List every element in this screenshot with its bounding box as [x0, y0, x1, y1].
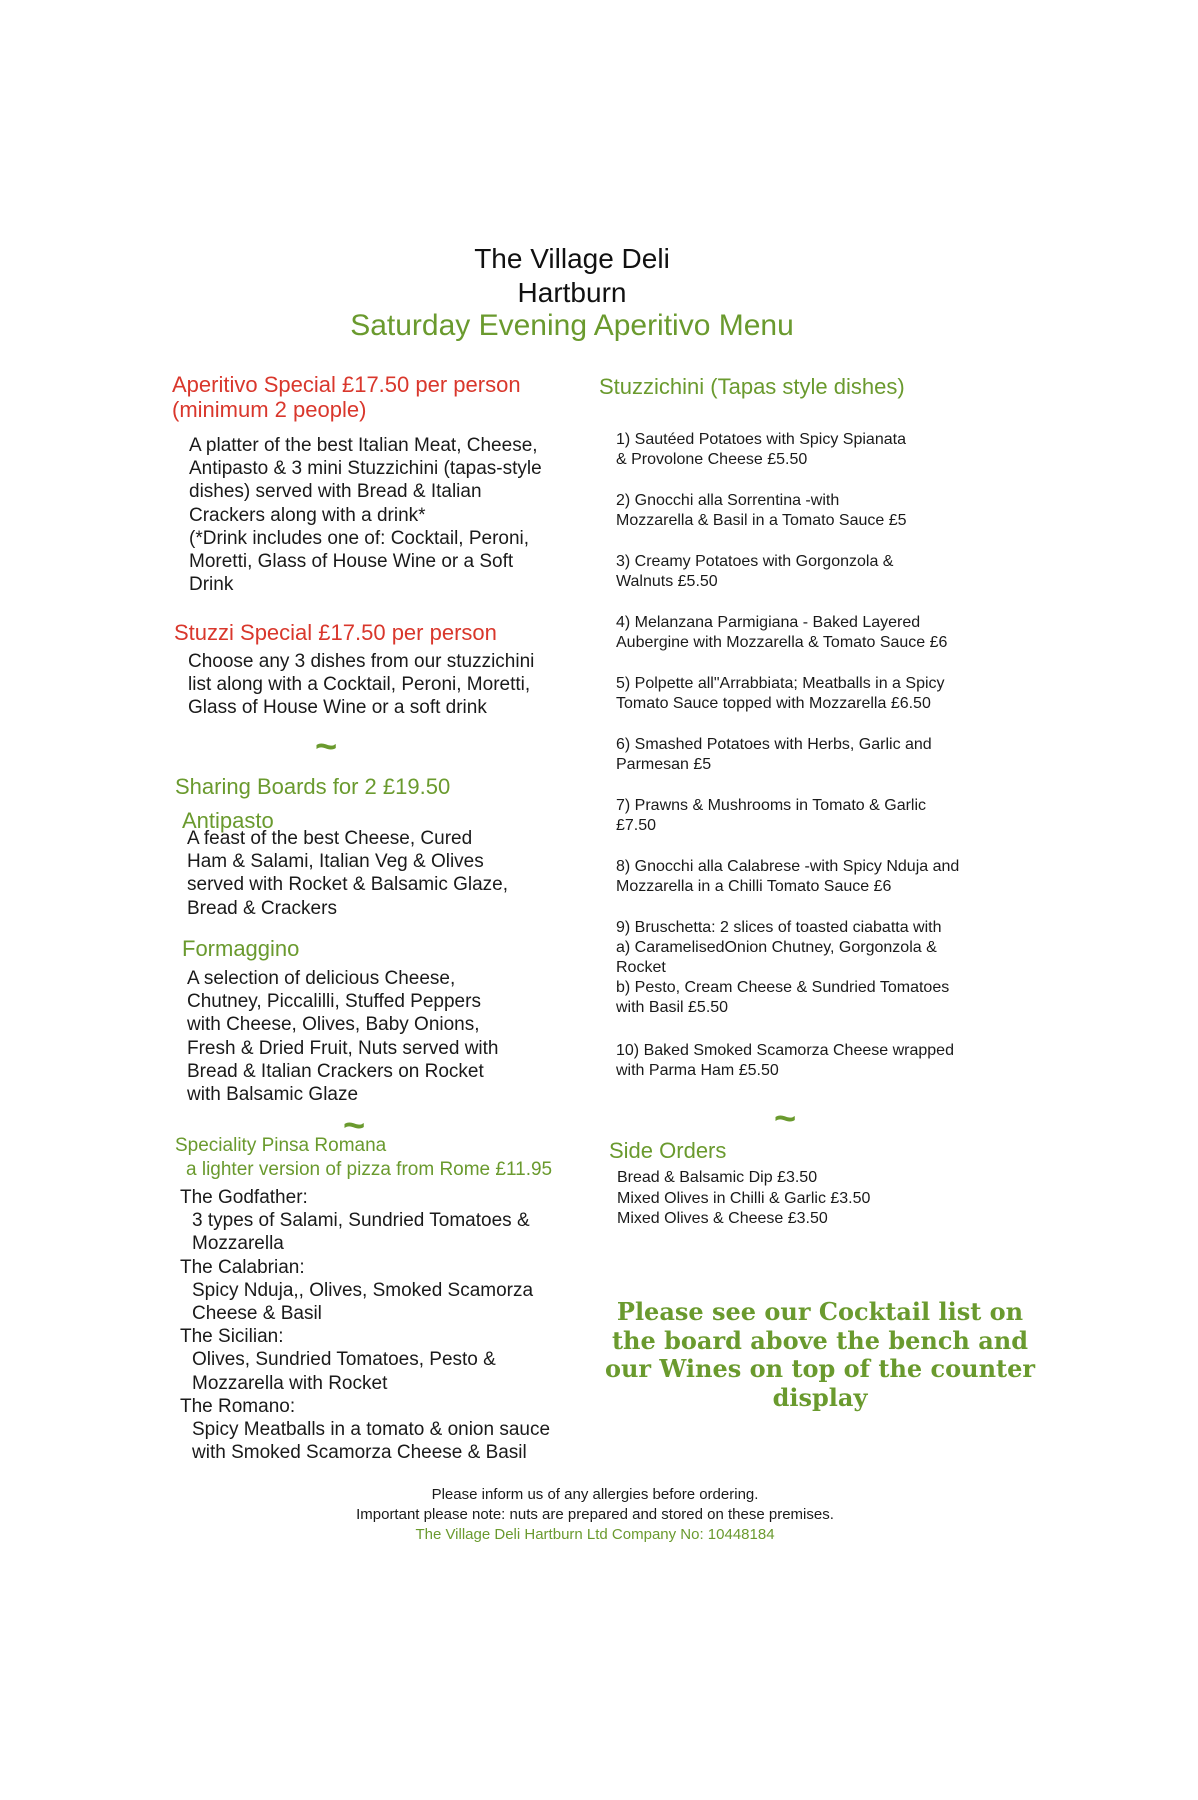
side-orders-heading: Side Orders: [609, 1138, 727, 1163]
stuzzichini-heading: Stuzzichini (Tapas style dishes): [599, 374, 905, 399]
pinsa-item-desc: 3 types of Salami, Sundried Tomatoes & Mozzarella: [192, 1210, 530, 1255]
stuzzichini-item: 4) Melanzana Parmigiana - Baked Layered Aubergine with Mozzarella & Tomato Sauce £6: [616, 614, 948, 651]
stuzzichini-item: 5) Polpette all"Arrabbiata; Meatballs in a Spicy Tomato Sauce topped with Mozzarella £6.50: [616, 675, 945, 712]
sharing-boards-heading: Sharing Boards for 2 £19.50: [175, 774, 451, 799]
stuzzichini-item: 8) Gnocchi alla Calabrese -with Spicy Nduja and Mozzarella in a Chilli Tomato Sauce £6: [616, 858, 960, 895]
pinsa-item-name: The Romano:: [180, 1395, 296, 1417]
menu-title-line1: The Village Deli: [474, 243, 670, 274]
divider-tilde: ~: [774, 1098, 797, 1140]
pinsa-subheading: a lighter version of pizza from Rome £11.95: [186, 1159, 553, 1180]
pinsa-item: [180, 1256, 600, 1326]
formaggino-description: A selection of delicious Cheese, Chutney, Piccalilli, Stuffed Peppers with Cheese, Olives, Baby Onions, Fresh & Dried Fruit, Nuts served with Bread & Italian Crackers on Rocket with Balsamic Glaze: [187, 968, 499, 1106]
stuzzi-heading: Stuzzi Special £17.50 per person: [174, 620, 497, 645]
stuzzichini-item: 2) Gnocchi alla Sorrentina -with Mozzarella & Basil in a Tomato Sauce £5: [616, 492, 907, 529]
cocktail-note: Please see our Cocktail list on the board above the bench and our Wines on top of the counter display: [604, 1297, 1036, 1412]
pinsa-item: [180, 1325, 600, 1395]
pinsa-item-name: The Sicilian:: [180, 1326, 284, 1348]
stuzzichini-item: 3) Creamy Potatoes with Gorgonzola & Walnuts £5.50: [616, 553, 894, 590]
stuzzichini-item: 10) Baked Smoked Scamorza Cheese wrapped with Parma Ham £5.50: [616, 1042, 954, 1079]
aperitivo-heading-line1: Aperitivo Special £17.50 per person: [172, 372, 521, 397]
pinsa-item: [180, 1395, 600, 1465]
divider-tilde: ~: [315, 726, 338, 768]
pinsa-item-desc: Spicy Meatballs in a tomato & onion sauce with Smoked Scamorza Cheese & Basil: [192, 1419, 551, 1464]
allergy-notice: Please inform us of any allergies before ordering.: [431, 1486, 759, 1503]
formaggino-title: Formaggino: [182, 936, 300, 961]
aperitivo-description: A platter of the best Italian Meat, Cheese, Antipasto & 3 mini Stuzzichini (tapas-style dishes) served with Bread & Italian Crackers along with a drink* (*Drink includes one of: Cocktail, Peroni, Moretti, Glass of House Wine or a Soft Drink: [189, 435, 542, 596]
menu-subtitle: Saturday Evening Aperitivo Menu: [350, 309, 794, 342]
antipasto-title: Antipasto: [182, 808, 274, 833]
side-orders-list: [617, 1168, 870, 1230]
pinsa-list: [180, 1186, 600, 1464]
pinsa-item-desc: Spicy Nduja,, Olives, Smoked Scamorza Cheese & Basil: [192, 1279, 534, 1325]
pinsa-item-name: The Godfather:: [180, 1187, 308, 1208]
divider-tilde: ~: [343, 1105, 366, 1147]
side-order-item: Bread & Balsamic Dip £3.50: [617, 1169, 818, 1186]
pinsa-heading: Speciality Pinsa Romana: [175, 1135, 387, 1156]
side-order-item: Mixed Olives & Cheese £3.50: [617, 1210, 828, 1227]
aperitivo-heading-line2: (minimum 2 people): [172, 397, 367, 422]
pinsa-item: [180, 1186, 600, 1256]
stuzzichini-item: 9) Bruschetta: 2 slices of toasted ciabatta with a) CaramelisedOnion Chutney, Gorgonzola & Rocket b) Pesto, Cream Cheese & Sundried Tomatoes with Basil £5.50: [616, 919, 950, 1016]
stuzzichini-item: 7) Prawns & Mushrooms in Tomato & Garlic £7.50: [616, 797, 927, 834]
menu-title-line2: Hartburn: [517, 277, 627, 308]
pinsa-item-desc: Olives, Sundried Tomatoes, Pesto & Mozzarella with Rocket: [192, 1349, 496, 1394]
antipasto-description: A feast of the best Cheese, Cured Ham & Salami, Italian Veg & Olives served with Rocket & Balsamic Glaze, Bread & Crackers: [187, 828, 509, 919]
stuzzichini-item: 1) Sautéed Potatoes with Spicy Spianata & Provolone Cheese £5.50: [616, 431, 906, 468]
nuts-notice: Important please note: nuts are prepared and stored on these premises.: [356, 1506, 834, 1523]
stuzzichini-item: 6) Smashed Potatoes with Herbs, Garlic and Parmesan £5: [616, 736, 932, 773]
company-info: The Village Deli Hartburn Ltd Company No: 10448184: [415, 1526, 775, 1543]
side-order-item: Mixed Olives in Chilli & Garlic £3.50: [617, 1189, 871, 1207]
pinsa-item-name: The Calabrian:: [180, 1256, 305, 1278]
stuzzi-description: Choose any 3 dishes from our stuzzichini list along with a Cocktail, Peroni, Moretti, Glass of House Wine or a soft drink: [188, 651, 535, 719]
